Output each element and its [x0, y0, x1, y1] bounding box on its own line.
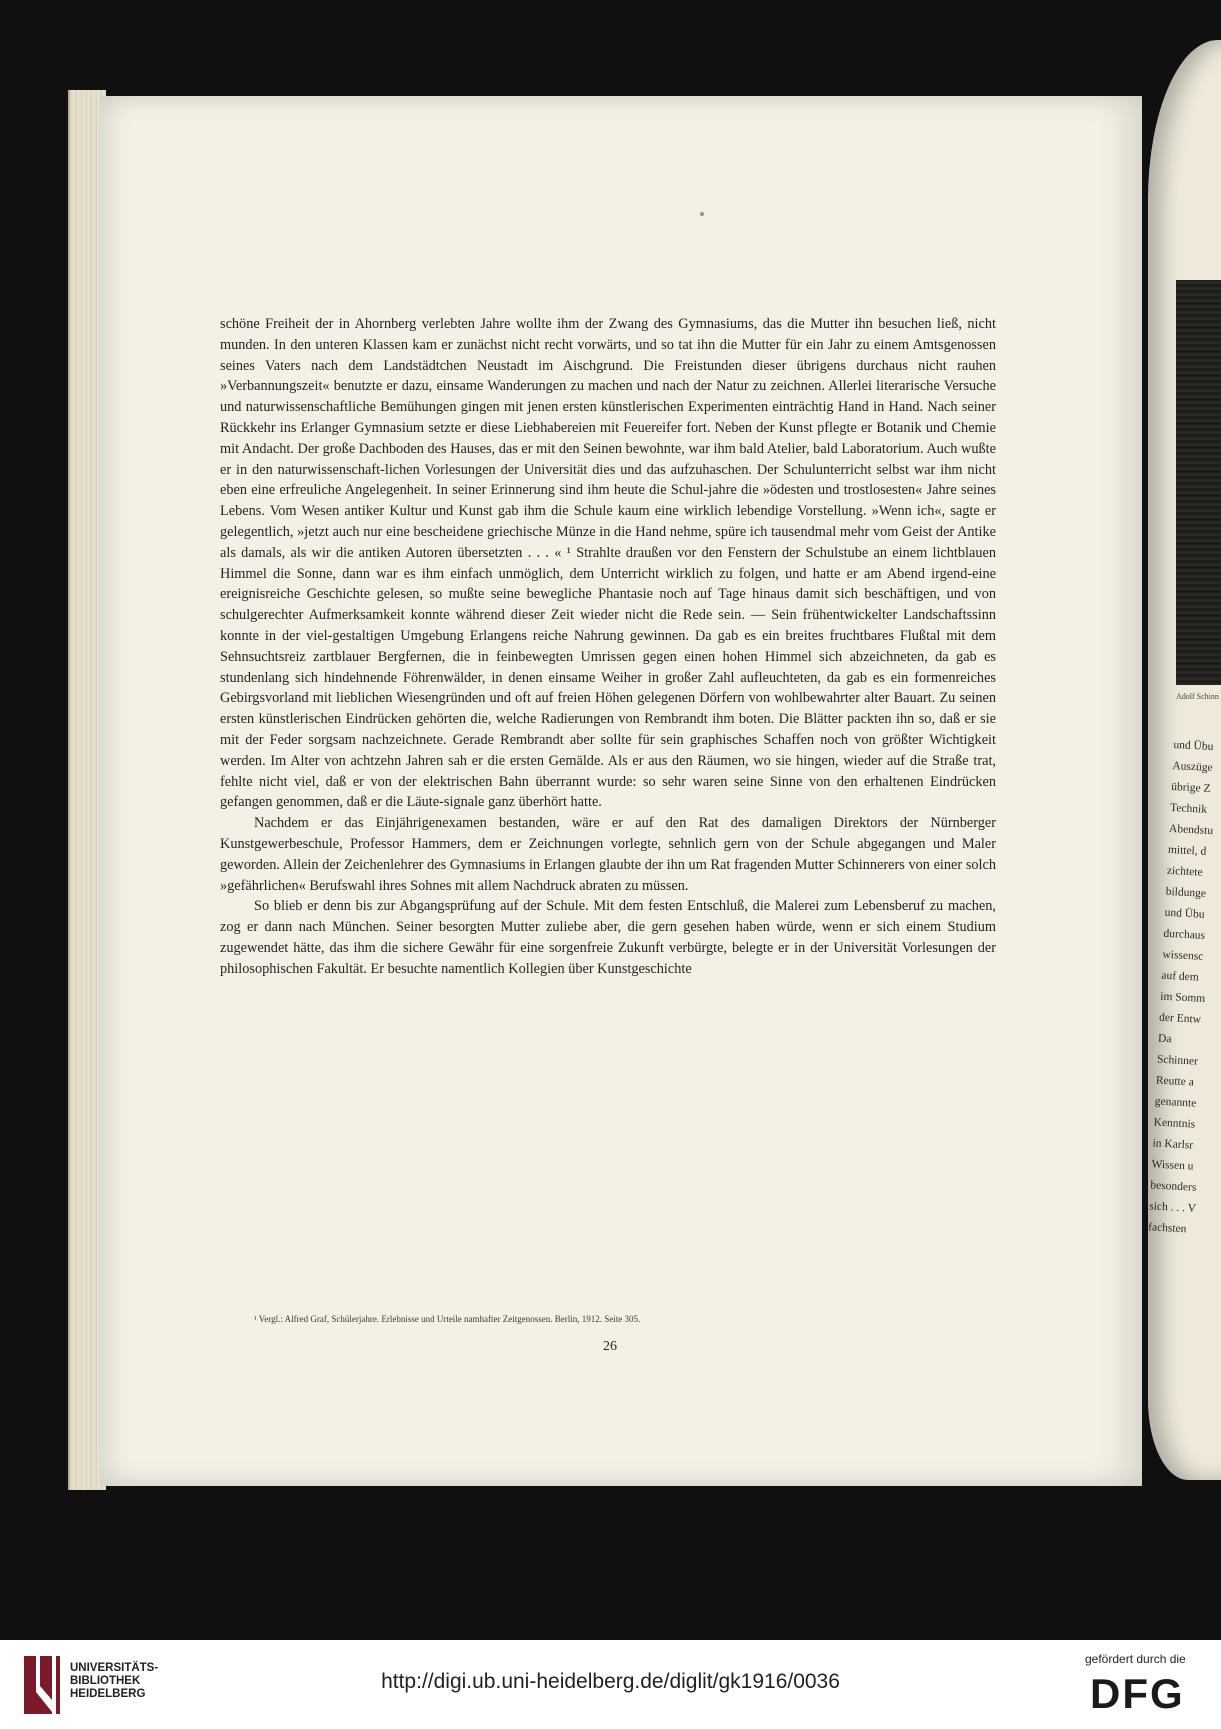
- next-page-line: Auszüge: [1172, 759, 1213, 775]
- next-page-line: mittel, d: [1167, 843, 1207, 858]
- footer-bar: [0, 1640, 1221, 1729]
- page-number: 26: [603, 1339, 617, 1354]
- next-page-photo: [1176, 280, 1221, 685]
- next-page-line: der Entw: [1158, 1011, 1202, 1026]
- next-page-line: Technik: [1169, 801, 1208, 816]
- dfg-logo: DFG: [1090, 1670, 1185, 1717]
- next-page-line: zichtete: [1166, 864, 1203, 879]
- permalink-url[interactable]: http://digi.ub.uni-heidelberg.de/diglit/gk1916/0036: [381, 1670, 840, 1693]
- institution-line-2: BIBLIOTHEK: [70, 1675, 141, 1687]
- paragraph-3: So blieb er denn bis zur Abgangsprüfung auf der Schule. Mit dem festen Entschluß, die Malerei zum Lebensberuf zu machen, zog er dann nach München. Seiner besorgten Mutter zuliebe aber, die gern gesehen haben würde, wenn er sich einem Studium zugewendet hätte, das ihm die sichere Gewähr für eine sorgenfreie Zukunft verbürgte, belegte er in der Universität Vorlesungen der philosophischen Fakultät. Er besuchte namentlich Kollegien über Kunstgeschichte: [220, 898, 996, 977]
- next-page-line: in Karlsr: [1152, 1137, 1194, 1152]
- next-page-line: wissensc: [1162, 948, 1204, 963]
- next-page-line: Kenntnis: [1153, 1116, 1196, 1131]
- next-page-line: auf dem: [1161, 969, 1200, 984]
- next-page-photo-caption: Adolf Schinn: [1176, 692, 1219, 701]
- next-page-line: und Übu: [1173, 738, 1214, 754]
- next-page-line: im Somm: [1159, 990, 1206, 1005]
- next-page-line: und Übu: [1164, 906, 1205, 921]
- next-page-line: besonders: [1150, 1179, 1197, 1194]
- next-page-text: [1148, 735, 1221, 1242]
- sponsor-label: gefördert durch die: [1085, 1652, 1186, 1666]
- next-page-line: Schinner: [1156, 1053, 1199, 1068]
- footnote: ¹ Vergl.: Alfred Graf, Schülerjahre. Erlebnisse und Urteile namhafter Zeitgenossen. Berlin, 1912. Seite 305.: [254, 1314, 641, 1324]
- next-page-line: übrige Z: [1170, 780, 1211, 795]
- page-speck: [700, 212, 704, 216]
- paragraph-1: schöne Freiheit der in Ahornberg verlebten Jahre wollte ihm der Zwang des Gymnasiums, das die Mutter ihn besuchen ließ, nicht munden. In den unteren Klassen kam er zunächst nicht recht vorwärts, und so tat ihn die Mutter für ein Jahr zu einem Amtsgenossen seines Vaters nach dem Landstädtchen Neustadt im Aischgrund. Die Freistunden dieser übrigens durchaus nicht rauhen »Verbannungszeit« benutzte er dazu, einsame Wanderungen zu machen und nach der Natur zu zeichnen. Allerlei literarische Versuche und naturwissenschaftliche Bemühungen gingen mit jenen ersten künstlerischen Experimenten einträchtig Hand in Hand. Nach seiner Rückkehr ins Erlanger Gymnasium setzte er diese Liebhabereien mit Feuereifer fort. Neben der Kunst pflegte er Botanik und Chemie mit Andacht. Der große Dachboden des Hauses, das er mit den Seinen bewohnte, war ihm bald Atelier, bald Laboratorium. Auch wußte er in den naturwissenschaft-lichen Vorlesungen der Universität dies und das aufzuhaschen. Der Schulunterricht selbst war ihm nicht eben eine erfreuliche Angelegenheit. In seiner Erinnerung sind ihm heute die Schul-jahre die »ödesten und trostlosesten« Jahre seines Lebens. Vom Wesen antiker Kultur und Kunst gab ihm die Schule kaum eine wirklich lebendige Vorstellung. »Wenn ich«, sagte er gelegentlich, »jetzt auch nur eine bescheidene griechische Münze in die Hand nehme, spüre ich tausendmal mehr vom Geist der Antike als damals, als wir die antiken Autoren übersetzten . . . « ¹ Strahlte draußen vor den Fenstern der Schulstube an einem lichtblauen Himmel die Sonne, dann war es ihm einfach unmöglich, dem Unterricht wirklich zu folgen, und hatte er am Abend irgend-eine ereignisreiche Geschichte gelesen, so mußte seine bewegliche Phantasie noch auf Tage hinaus damit sich beschäftigen, und von schulgerechter Aufmerksamkeit konnte während dieser Zeit wieder nicht die Rede sein. — Sein frühentwickelter Landschaftssinn konnte in der viel-gestaltigen Umgebung Erlangens reiche Nahrung gewinnen. Da gab es ein breites fruchtbares Flußtal mit dem Sehnsuchtsreiz zartblauer Bergfernen, die in feinbewegten Umrissen gegen einen hohen Himmel sich abzeichneten, da gab es stundenlang sich hindehnende Föhrenwälder, in denen einsame Weiher in großer Zahl aufleuchteten, da gab es ein formenreiches Gebirgsvorland mit lieblichen Wiesengründen und oft auf freien Höhen gelegenen Dörfern von wohlbewahrter alter Bauart. Zu seinen ersten künstlerischen Eindrücken gehörten die, welche Radierungen von Rembrandt ihm boten. Die Blätter packten ihn so, daß er sie mit der Feder sorgsam nachzeichnete. Gerade Rembrandt aber sollte für sein graphisches Schaffen noch von größter Wichtigkeit werden. Im Alter von achtzehn Jahren sah er die ersten Gemälde. Als er aus den Räumen, wo sie hingen, wieder auf die Straße trat, fehlte nicht viel, daß er von der elektrischen Bahn überrannt wurde: so sehr waren seine Sinne von den erhaltenen Eindrücken gefangen genommen, daß er die Läute-signale ganz überhört hatte.: [220, 316, 996, 811]
- next-page-edge: [1148, 40, 1221, 1480]
- next-page-line: Abendstu: [1168, 822, 1214, 838]
- next-page-line: Reutte a: [1155, 1074, 1195, 1089]
- next-page-line: Da: [1157, 1032, 1172, 1046]
- next-page-line: sich . . . V: [1148, 1200, 1197, 1215]
- next-page-line: bildunge: [1165, 885, 1207, 900]
- institution-line-3: HEIDELBERG: [70, 1688, 146, 1700]
- next-page-line: durchaus: [1163, 927, 1206, 942]
- institution-line-1: UNIVERSITÄTS-: [70, 1662, 159, 1674]
- paragraph-2: Nachdem er das Einjährigenexamen bestanden, wäre er auf den Rat des damaligen Direktors der Nürnberger Kunstgewerbeschule, Professor Hammers, dem er Zeichnungen vorlegte, sehnlich gern von der Schule abgegangen und Maler geworden. Allein der Zeichenlehrer des Gymnasiums in Erlangen glaubte der ihn um Rat fragenden Mutter Schinnerers von einer solch »gefährlichen« Berufswahl ihres Sohnes mit allem Nachdruck abraten zu müssen.: [220, 815, 996, 894]
- next-page-line: Wissen u: [1151, 1158, 1194, 1173]
- next-page-line: fachsten: [1148, 1221, 1187, 1236]
- body-text: [220, 314, 996, 980]
- next-page-line: genannte: [1154, 1095, 1197, 1110]
